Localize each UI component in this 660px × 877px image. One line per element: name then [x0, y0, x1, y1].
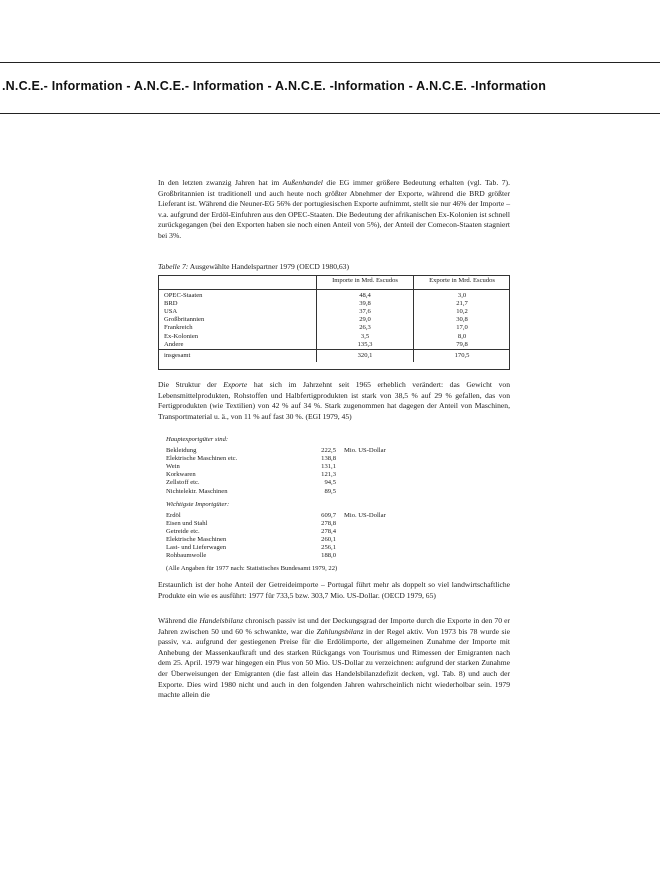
balance-section	[158, 616, 510, 701]
col-header-exports: Exporte in Mrd. Escudos	[414, 275, 510, 290]
table-caption: Tabelle 7: Ausgewählte Handelspartner 1979 (OECD 1980,63)	[158, 262, 350, 271]
list-item	[166, 488, 446, 496]
goods-value: 222,5	[321, 447, 336, 455]
goods-label: Wein	[166, 463, 180, 471]
row-label: OPEC-Staaten	[164, 292, 203, 300]
goods-value: 131,1	[321, 463, 336, 471]
goods-label: Eisen und Stahl	[166, 519, 208, 527]
import-value: 37,6	[317, 308, 414, 316]
grain-paragraph: Erstaunlich ist der hohe Anteil der Getreideimporte – Portugal führt mehr als doppelt so viel landwirtschaftliche Produkte ein wie es ausführt: 1977 für 733,5 bzw. 303,7 Mio. US-Dollar. (OECD 1979, 65)	[158, 580, 510, 600]
row-label: Frankreich	[164, 324, 193, 332]
export-value: 8,0	[414, 333, 510, 341]
list-item	[166, 544, 446, 552]
row-label: Ex-Kolonien	[164, 332, 199, 340]
row-label: USA	[164, 308, 178, 316]
goods-unit: Mio. US-Dollar	[344, 447, 386, 455]
export-value: 21,7	[414, 300, 510, 308]
trade-partner-table	[158, 275, 510, 362]
goods-lists	[166, 436, 446, 560]
table-row	[158, 290, 510, 301]
export-goods-list	[166, 447, 446, 496]
goods-label: Zellstoff etc.	[166, 479, 200, 487]
goods-label: Getreide etc.	[166, 527, 200, 535]
header-band	[0, 62, 660, 114]
goods-label: Bekleidung	[166, 447, 197, 455]
row-label: Großbritannien	[164, 316, 205, 324]
import-value: 135,3	[317, 341, 414, 350]
goods-label: Rohbaumwolle	[166, 552, 207, 560]
goods-value: 278,8	[321, 519, 336, 527]
table-row	[158, 308, 510, 316]
export-value: 30,8	[414, 316, 510, 324]
goods-value: 121,3	[321, 471, 336, 479]
goods-label: Last- und Lieferwagen	[166, 544, 227, 552]
goods-label: Elektrische Maschinen	[166, 536, 227, 544]
export-value: 10,2	[414, 308, 510, 316]
goods-label: Elektrische Maschinen etc.	[166, 455, 238, 463]
row-label: Andere	[164, 340, 184, 348]
table-row	[158, 341, 510, 350]
goods-value: 609,7	[321, 511, 336, 519]
goods-label: Nichtelektr. Maschinen	[166, 487, 228, 495]
balance-paragraph: Während die Handelsbilanz chronisch passiv ist und der Deckungsgrad der Importe durch die Exporte in den 70 er Jahren zwischen 50 und 60 % schwankte, war die Zahlungsbilanz in der Regel aktiv. Von 1973 bis 78 wurde sie passiv, v.a. aufgrund der gestiegenen Preise für die Erdölimporte, der allgemeinen Zunahme der Importe mit Anhebung der Massenkaufkraft und des starken Rückgangs von Tourismus und Rimessen der Emigranten nach dem 25. April. 1979 war hingegen ein Plus von 50 Mio. US-Dollar zu verzeichnen: aufgrund der starken Zunahme der Überweisungen der Emigranten (die fast allein das Handelsbilanzdefizit decken, vgl. Tab. 8) und auch der Exporte. Dies wird 1980 nicht und auch in den folgenden Jahren wahrscheinlich nicht wiederholbar sein. 1979 machte allein die	[158, 616, 511, 700]
goods-value: 278,4	[321, 527, 336, 535]
table-row	[158, 300, 510, 308]
intro-paragraph: In den letzten zwanzig Jahren hat im Außenhandel die EG immer größere Bedeutung erhalten (vgl. Tab. 7). Großbritannien ist traditionell und auch heute noch größter Abnehmer der Exporte, während die BRD größter Lieferant ist. Während die Neuner-EG 56% der portugiesischen Exporte aufnimmt, stellt sie nur 46% der Importe – v.a. aufgrund der Erdöl-Einfuhren aus den OPEC-Staaten. Die Bedeutung der afrikanischen Ex-Kolonien ist schnell zurückgegangen (bei den Exporten haben sie noch einen Anteil von 5%), der Anteil der Comecon-Staaten stagniert bei 3%.	[158, 178, 510, 240]
grain-section	[158, 580, 510, 601]
table-row	[158, 324, 510, 332]
list-item	[166, 528, 446, 536]
import-value: 39,8	[317, 300, 414, 308]
export-value: 3,0	[414, 290, 510, 301]
source-note: (Alle Angaben für 1977 nach: Statistisches Bundesamt 1979, 22)	[166, 565, 338, 572]
goods-value: 256,1	[321, 544, 336, 552]
table-row	[158, 316, 510, 324]
running-header: .N.C.E.- Information - A.N.C.E.- Information - A.N.C.E. -Information - A.N.C.E. -Information	[2, 79, 547, 93]
import-value: 26,3	[317, 324, 414, 332]
export-value: 79,8	[414, 341, 510, 350]
list-item	[166, 463, 446, 471]
list-item	[166, 447, 446, 455]
list-item	[166, 520, 446, 528]
exports-paragraph: Die Struktur der Exporte hat sich im Jahrzehnt seit 1965 erheblich verändert: das Gewicht von Lebensmittelprodukten, Rohstoffen und Halbfertigprodukten ist stark von 38,5 % auf 29 % gefallen, das von Fertigprodukten (wie Textilien) von 42 % auf 34 %. Stark zugenommen hat dagegen der Anteil von Maschinen, Transportmaterial u. ä., von 11 % auf fast 30 %. (EGI 1979, 45)	[158, 380, 510, 421]
intro-section	[158, 178, 510, 242]
import-value: 3,5	[317, 333, 414, 341]
table-row	[158, 333, 510, 341]
list-item	[166, 479, 446, 487]
goods-value: 89,5	[324, 487, 336, 495]
goods-unit: Mio. US-Dollar	[344, 511, 386, 519]
total-label: insgesamt	[158, 349, 317, 362]
import-goods-list	[166, 512, 446, 561]
col-header-imports: Importe in Mrd. Escudos	[317, 275, 414, 290]
list-item	[166, 536, 446, 544]
table-total-row	[158, 349, 510, 362]
import-goods-heading: Wichtigste Importgüter:	[166, 500, 230, 508]
total-export: 170,5	[414, 349, 510, 362]
export-value: 17,0	[414, 324, 510, 332]
row-label: BRD	[164, 300, 178, 308]
goods-label: Erdöl	[166, 511, 181, 519]
list-item	[166, 455, 446, 463]
goods-value: 138,8	[321, 455, 336, 463]
goods-value: 188,0	[321, 552, 336, 560]
import-value: 29,0	[317, 316, 414, 324]
goods-label: Korkwaren	[166, 471, 196, 479]
list-item	[166, 512, 446, 520]
export-goods-heading: Hauptexportgüter sind:	[166, 436, 229, 443]
goods-value: 260,1	[321, 536, 336, 544]
goods-value: 94,5	[324, 479, 336, 487]
list-item	[166, 471, 446, 479]
exports-section	[158, 380, 510, 422]
total-import: 320,1	[317, 349, 414, 362]
list-item	[166, 552, 446, 560]
import-value: 48,4	[317, 290, 414, 301]
